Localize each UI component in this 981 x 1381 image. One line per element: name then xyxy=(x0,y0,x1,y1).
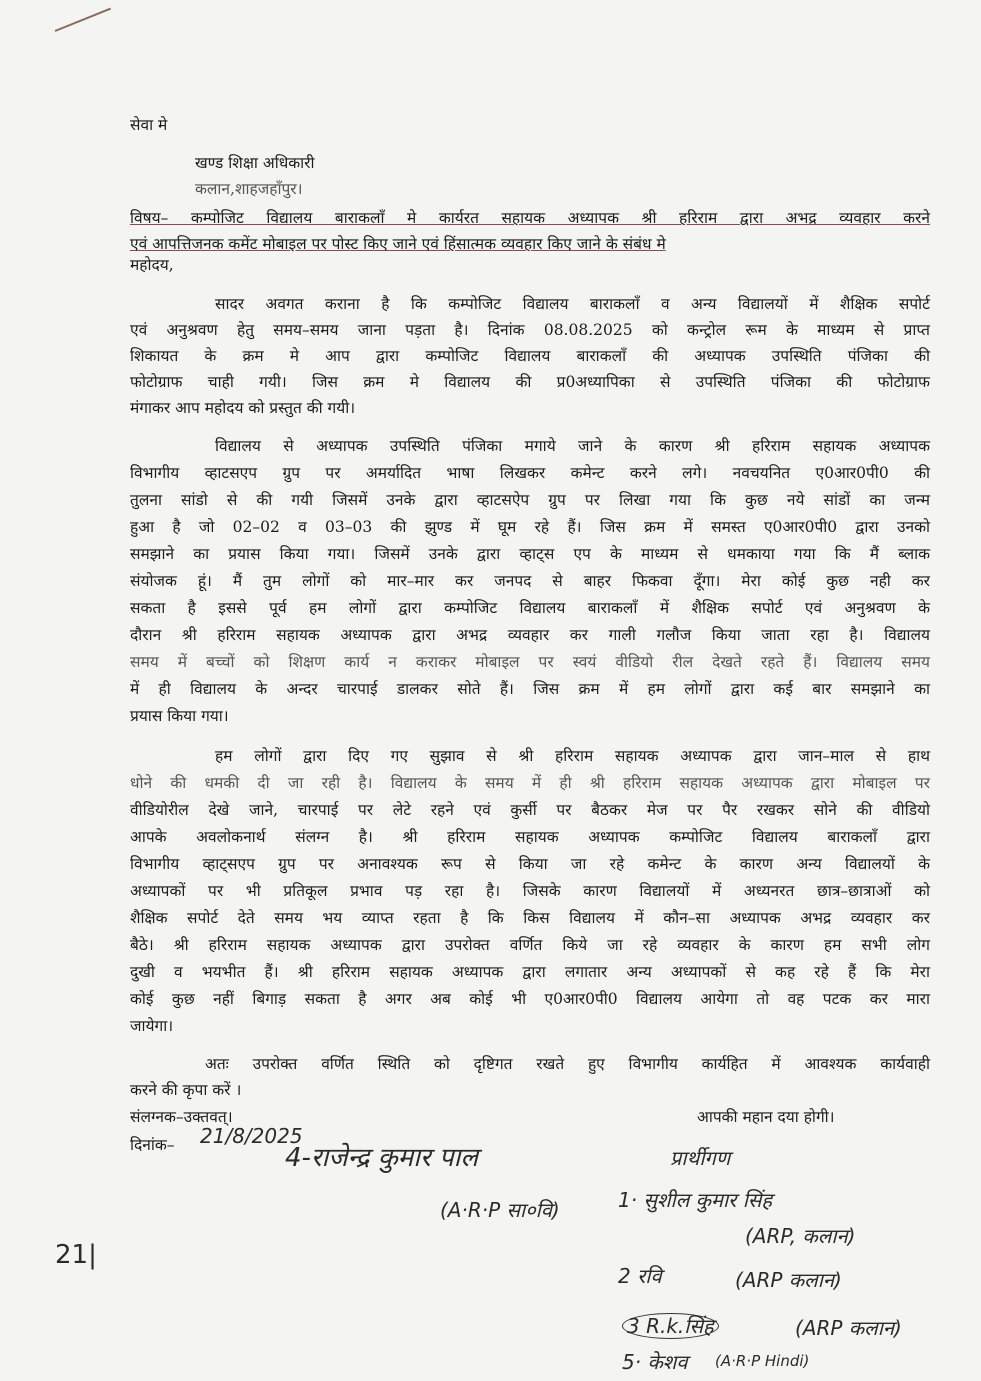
paragraph-line: बैठे। श्री हरिराम सहायक अध्यापक द्वारा उपरोक्त वर्णित किये जा रहे व्यवहार के कारण हम सभी लोग xyxy=(130,936,930,954)
paragraph-line: कोई कुछ नहीं बिगाड़ सकता है अगर अब कोई भी ए0आर0पी0 विद्यालय आयेगा तो वह पटक कर मारा xyxy=(130,990,930,1008)
subject-line-2: एवं आपत्तिजनक कमेंट मोबाइल पर पोस्ट किए जाने एवं हिंसात्मक व्यवहार किए जाने के संबंध मे xyxy=(130,235,666,253)
paragraph-line: सकता है इससे पूर्व हम लोगों द्वारा कम्पोजिट विद्यालय बाराकलाँ में शैक्षिक सपोर्ट एवं अनुश्रवण के xyxy=(130,599,930,617)
paragraph-line: तुलना सांडो से की गयी जिसमें उनके द्वारा व्हाटसऐप ग्रुप पर लिखा गया कि कुछ नये सांडों का जन्म xyxy=(130,491,930,509)
applicants-label: प्रार्थीगण xyxy=(670,1146,731,1170)
paragraph-line: करने की कृपा करें । xyxy=(130,1081,242,1099)
paragraph-line: सादर अवगत कराना है कि कम्पोजिट विद्यालय बाराकलाँ व अन्य विद्यालयों में शैक्षिक सपोर्ट xyxy=(215,295,930,313)
subject-line-1: विषय– कम्पोजिट विद्यालय बाराकलाँ मे कार्यरत सहायक अध्यापक श्री हरिराम द्वारा अभद्र व्यवहार करने xyxy=(130,209,930,227)
paragraph-line: दौरान श्री हरिराम सहायक अध्यापक द्वारा अभद्र व्यवहार कर गाली गलौज किया जाता रहा है। विद्यालय xyxy=(130,626,930,644)
paragraph-line: वीडियोरील देखे जाने, चारपाई पर लेटे रहने एवं कुर्सी पर बैठकर मेज पर पैर रखकर सोने की वीडियो xyxy=(130,801,930,819)
margin-tick-mark xyxy=(55,8,111,32)
signature-name: 4-राजेन्द्र कुमार पाल xyxy=(285,1143,478,1173)
paragraph-line: विभागीय व्हाटसएप ग्रुप पर अमर्यादित भाषा लिखकर कमेन्ट करने लगे। नवचयनित ए0आर0पी0 की xyxy=(130,464,930,482)
paragraph-line: दुखी व भयभीत हैं। श्री हरिराम सहायक अध्यापक द्वारा लगातार अन्य अध्यापकों से कह रहे हैं कि मेरा xyxy=(130,963,930,981)
handwritten-date: 21/8/2025 xyxy=(200,1124,303,1148)
date-label: दिनांक– xyxy=(130,1136,175,1154)
address-line: महोदय, xyxy=(130,256,174,274)
salutation: सेवा मे xyxy=(130,116,168,134)
paragraph-line: शिकायत के क्रम मे आप द्वारा कम्पोजिट विद्यालय बाराकलाँ की अध्यापक उपस्थिति पंजिका की xyxy=(130,347,930,365)
signature-name: 1· सुशील कुमार सिंह xyxy=(618,1188,773,1212)
paragraph-line: अतः उपरोक्त वर्णित स्थिति को दृष्टिगत रखते हुए विभागीय कार्यहित में आवश्यक कार्यवाही xyxy=(205,1055,930,1073)
signature-role: (ARP कलान) xyxy=(735,1268,842,1292)
margin-number-note: 21| xyxy=(55,1240,97,1270)
paragraph-line: संयोजक हूं। मैं तुम लोगों को मार–मार कर जनपद से बाहर फिकवा दूँगा। मेरा कोई कुछ नही कर xyxy=(130,572,930,590)
paragraph-line: एवं अनुश्रवण हेतु समय–समय जाना पड़ता है। दिनांक 08.08.2025 को कन्ट्रोल रूम के माध्यम से प्राप्त xyxy=(130,321,930,339)
paragraph-line: मंगाकर आप महोदय को प्रस्तुत की गयी। xyxy=(130,399,356,417)
signature-name xyxy=(622,1312,719,1339)
paragraph-line: फोटोग्राफ चाही गयी। जिस क्रम मे विद्यालय की प्र0अध्यापिका से उपस्थिति पंजिका की फोटोग्राफ xyxy=(130,373,930,391)
paragraph-line: हम लोगों द्वारा दिए गए सुझाव से श्री हरिराम सहायक अध्यापक द्वारा जान–माल से हाथ xyxy=(215,747,930,765)
enclosure-note: संलग्नक–उक्तवत्। xyxy=(130,1108,233,1126)
courtesy-line: आपकी महान दया होगी। xyxy=(697,1108,835,1126)
signature-role: (A·R·P सा०वि) xyxy=(440,1198,560,1222)
paragraph-line: समय में बच्चों को शिक्षण कार्य न कराकर मोबाइल पर स्वयं वीडियो रील देखते रहते हैं। विद्यालय समय xyxy=(130,653,930,671)
signature-role: (A·R·P Hindi) xyxy=(715,1352,810,1370)
signature-role: (ARP, कलान) xyxy=(745,1224,856,1248)
paragraph-line: विद्यालय से अध्यापक उपस्थिति पंजिका मगाये जाने के कारण श्री हरिराम सहायक अध्यापक xyxy=(215,437,930,455)
signature-name-circled: 3 R.k.सिंह xyxy=(622,1313,719,1339)
paragraph-line: आपके अवलोकनार्थ संलग्न है। श्री हरिराम सहायक अध्यापक कम्पोजिट विद्यालय बाराकलाँ द्वारा xyxy=(130,828,930,846)
signature-name: 2 रवि xyxy=(618,1264,662,1288)
recipient-address: कलान,शाहजहाँपुर। xyxy=(195,180,303,198)
paragraph-line: समझाने का प्रयास किया गया। जिसमें उनके द्वारा व्हाट्स एप के माध्यम से धमकाया गया कि मैं ब्लाक xyxy=(130,545,930,563)
signature-role: (ARP कलान) xyxy=(795,1316,902,1340)
paragraph-line: जायेगा। xyxy=(130,1017,174,1035)
paragraph-line: प्रयास किया गया। xyxy=(130,707,229,725)
paragraph-line: शैक्षिक सपोर्ट देते समय भय व्याप्त रहता है कि किस विद्यालय में कौन–सा अध्यापक अभद्र व्यवहार कर xyxy=(130,909,930,927)
paragraph-line: अध्यापकों पर भी प्रतिकूल प्रभाव पड़ रहा है। जिसके कारण विद्यालयों में अध्यनरत छात्र–छात्राओं को xyxy=(130,882,930,900)
paragraph-line: में ही विद्यालय के अन्दर चारपाई डालकर सोते हैं। जिस क्रम में हम लोगों द्वारा कई बार समझाने का xyxy=(130,680,930,698)
paragraph-line: हुआ है जो 02–02 व 03–03 की झुण्ड में घूम रहे हैं। जिस क्रम में समस्त ए0आर0पी0 द्वारा उनको xyxy=(130,518,930,536)
paragraph-line: धोने की धमकी दी जा रही है। विद्यालय के समय में ही श्री हरिराम सहायक अध्यापक द्वारा मोबाइल पर xyxy=(130,774,930,792)
paragraph-line: विभागीय व्हाट्सएप ग्रुप पर अनावश्यक रूप से किया जा रहे कमेन्ट के कारण अन्य विद्यालयों के xyxy=(130,855,930,873)
signature-name: 5· केशव xyxy=(622,1350,688,1374)
recipient-title: खण्ड शिक्षा अधिकारी xyxy=(195,154,315,172)
